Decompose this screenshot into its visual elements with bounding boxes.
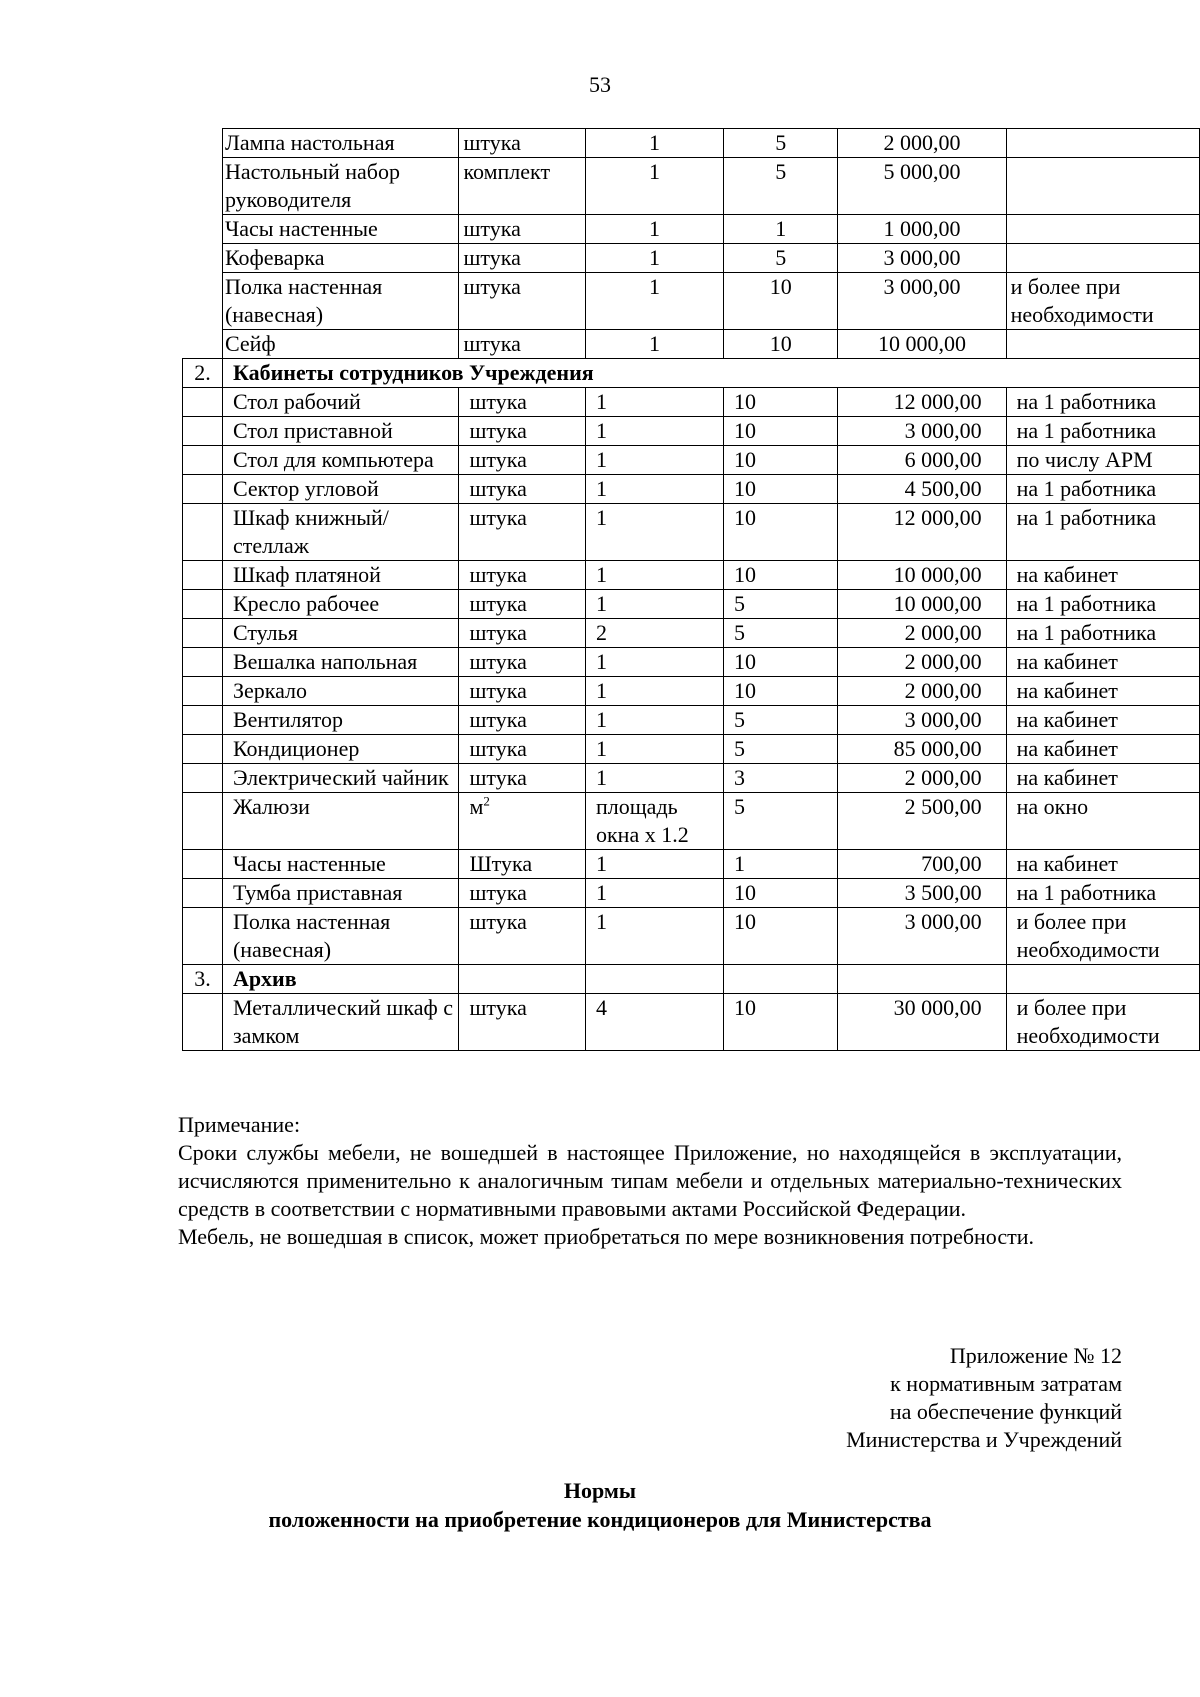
item-name-cell: Полка настенная (навесная) <box>222 908 459 965</box>
unit-cell: штука <box>459 475 586 504</box>
row-number-cell <box>183 850 223 879</box>
item-name-cell: Зеркало <box>222 677 459 706</box>
table-row <box>183 330 1200 359</box>
empty-cell <box>724 965 838 994</box>
note-cell: на 1 работника <box>1006 879 1199 908</box>
service-life-cell: 10 <box>724 417 838 446</box>
table-row <box>183 619 1200 648</box>
quantity-cell: 1 <box>585 504 723 561</box>
furniture-norms-table <box>182 128 1200 1051</box>
unit-cell: штука <box>459 735 586 764</box>
item-name-cell: Часы настенные <box>222 850 459 879</box>
service-life-cell: 5 <box>724 793 838 850</box>
service-life-cell: 1 <box>724 850 838 879</box>
note-cell: на кабинет <box>1006 850 1199 879</box>
quantity-cell: 1 <box>585 244 723 273</box>
service-life-cell: 5 <box>724 619 838 648</box>
price-cell: 2 000,00 <box>838 648 1006 677</box>
service-life-cell: 10 <box>724 648 838 677</box>
service-life-cell: 5 <box>724 244 838 273</box>
table-row <box>183 417 1200 446</box>
price-cell: 1 000,00 <box>838 215 1006 244</box>
table-row <box>183 879 1200 908</box>
note-heading: Примечание: <box>178 1112 301 1137</box>
price-cell: 5 000,00 <box>838 158 1006 215</box>
row-number-cell <box>183 273 223 330</box>
unit-cell: комплект <box>459 158 586 215</box>
note-cell: на 1 работника <box>1006 504 1199 561</box>
table-row <box>183 215 1200 244</box>
row-number-cell <box>183 994 223 1051</box>
note-cell: на 1 работника <box>1006 590 1199 619</box>
unit-cell: штука <box>459 244 586 273</box>
service-life-cell: 10 <box>724 388 838 417</box>
row-number-cell <box>183 908 223 965</box>
section-number: 2. <box>183 359 223 388</box>
item-name-cell: Полка настенная (навесная) <box>222 273 459 330</box>
service-life-cell: 10 <box>724 504 838 561</box>
item-name-cell: Кондиционер <box>222 735 459 764</box>
quantity-cell: 4 <box>585 994 723 1051</box>
unit-cell: штука <box>459 561 586 590</box>
item-name-cell: Стол рабочий <box>222 388 459 417</box>
item-name-cell: Металлический шкаф с замком <box>222 994 459 1051</box>
price-cell: 12 000,00 <box>838 504 1006 561</box>
table-row <box>183 764 1200 793</box>
note-cell: по числу АРМ <box>1006 446 1199 475</box>
note-cell: и более при необходимости <box>1006 994 1199 1051</box>
price-cell: 10 000,00 <box>838 561 1006 590</box>
note-cell: на кабинет <box>1006 764 1199 793</box>
service-life-cell: 5 <box>724 129 838 158</box>
empty-cell <box>838 965 1006 994</box>
item-name-cell: Сейф <box>222 330 459 359</box>
row-number-cell <box>183 706 223 735</box>
unit-cell: штука <box>459 908 586 965</box>
table-row <box>183 850 1200 879</box>
service-life-cell: 10 <box>724 879 838 908</box>
unit-cell <box>459 793 586 850</box>
quantity-cell: 1 <box>585 561 723 590</box>
quantity-cell: 1 <box>585 908 723 965</box>
norms-title: Нормы <box>563 1478 637 1503</box>
quantity-cell: 1 <box>585 850 723 879</box>
table-row <box>183 648 1200 677</box>
row-number-cell <box>183 446 223 475</box>
service-life-cell: 10 <box>724 446 838 475</box>
quantity-cell: 2 <box>585 619 723 648</box>
item-name-cell: Электрический чайник <box>222 764 459 793</box>
price-cell: 10 000,00 <box>838 590 1006 619</box>
service-life-cell: 5 <box>724 590 838 619</box>
quantity-cell: 1 <box>585 735 723 764</box>
price-cell: 6 000,00 <box>838 446 1006 475</box>
table-row <box>183 388 1200 417</box>
table-row <box>183 590 1200 619</box>
unit-cell: штука <box>459 446 586 475</box>
quantity-cell: 1 <box>585 215 723 244</box>
service-life-cell: 3 <box>724 764 838 793</box>
row-number-cell <box>183 677 223 706</box>
price-cell: 85 000,00 <box>838 735 1006 764</box>
price-cell: 12 000,00 <box>838 388 1006 417</box>
appendix-line: к нормативным затратам <box>890 1371 1122 1396</box>
note-cell <box>1006 215 1199 244</box>
unit-cell: штука <box>459 129 586 158</box>
section-header-row <box>183 965 1200 994</box>
row-number-cell <box>183 764 223 793</box>
unit-text: м <box>469 794 484 819</box>
item-name-cell: Лампа настольная <box>222 129 459 158</box>
table-row <box>183 677 1200 706</box>
unit-cell: штука <box>459 994 586 1051</box>
table-row <box>183 561 1200 590</box>
note-cell: и более при необходимости <box>1006 908 1199 965</box>
empty-cell <box>459 965 586 994</box>
appendix-line: Приложение № 12 <box>949 1343 1122 1368</box>
row-number-cell <box>183 417 223 446</box>
unit-cell: штука <box>459 504 586 561</box>
price-cell: 10 000,00 <box>838 330 1006 359</box>
service-life-cell: 10 <box>724 677 838 706</box>
row-number-cell <box>183 330 223 359</box>
price-cell: 2 500,00 <box>838 793 1006 850</box>
note-cell: на кабинет <box>1006 648 1199 677</box>
quantity-cell: 1 <box>585 677 723 706</box>
appendix-header <box>846 1342 1122 1454</box>
price-cell: 2 000,00 <box>838 677 1006 706</box>
note-cell <box>1006 129 1199 158</box>
appendix-line: на обеспечение функций <box>889 1399 1122 1424</box>
section-header-row <box>183 359 1200 388</box>
item-name-cell: Шкаф платяной <box>222 561 459 590</box>
service-life-cell: 10 <box>724 273 838 330</box>
price-cell: 3 000,00 <box>838 908 1006 965</box>
unit-cell: штука <box>459 879 586 908</box>
unit-cell: штука <box>459 619 586 648</box>
row-number-cell <box>183 475 223 504</box>
price-cell: 2 000,00 <box>838 764 1006 793</box>
service-life-cell: 10 <box>724 994 838 1051</box>
quantity-cell: 1 <box>585 388 723 417</box>
table-row <box>183 735 1200 764</box>
item-name-cell: Кофеварка <box>222 244 459 273</box>
service-life-cell: 10 <box>724 908 838 965</box>
table-row <box>183 908 1200 965</box>
section-title: Кабинеты сотрудников Учреждения <box>222 359 1199 388</box>
unit-cell: штука <box>459 677 586 706</box>
item-name-cell: Кресло рабочее <box>222 590 459 619</box>
service-life-cell: 5 <box>724 706 838 735</box>
note-cell: на кабинет <box>1006 706 1199 735</box>
note-cell: и более при необходимости <box>1006 273 1199 330</box>
item-name-cell: Стол приставной <box>222 417 459 446</box>
service-life-cell: 10 <box>724 561 838 590</box>
appendix-line: Министерства и Учреждений <box>846 1427 1122 1452</box>
note-cell: на окно <box>1006 793 1199 850</box>
row-number-cell <box>183 561 223 590</box>
row-number-cell <box>183 735 223 764</box>
quantity-cell: 1 <box>585 158 723 215</box>
service-life-cell: 5 <box>724 735 838 764</box>
note-cell: на 1 работника <box>1006 475 1199 504</box>
table-row <box>183 793 1200 850</box>
unit-cell: штука <box>459 215 586 244</box>
note-cell <box>1006 158 1199 215</box>
quantity-cell: 1 <box>585 590 723 619</box>
unit-superscript: 2 <box>483 793 490 809</box>
service-life-cell: 10 <box>724 330 838 359</box>
note-paragraph: Мебель, не вошедшая в список, может приобретаться по мере возникновения потребности. <box>178 1224 1035 1249</box>
service-life-cell: 1 <box>724 215 838 244</box>
row-number-cell <box>183 215 223 244</box>
row-number-cell <box>183 879 223 908</box>
service-life-cell: 10 <box>724 475 838 504</box>
unit-cell: штука <box>459 648 586 677</box>
item-name-cell: Вентилятор <box>222 706 459 735</box>
table-row <box>183 994 1200 1051</box>
row-number-cell <box>183 129 223 158</box>
unit-cell: Штука <box>459 850 586 879</box>
quantity-cell: 1 <box>585 475 723 504</box>
price-cell: 2 000,00 <box>838 129 1006 158</box>
row-number-cell <box>183 619 223 648</box>
note-cell <box>1006 330 1199 359</box>
price-cell: 700,00 <box>838 850 1006 879</box>
price-cell: 3 000,00 <box>838 273 1006 330</box>
note-cell: на кабинет <box>1006 735 1199 764</box>
quantity-cell: 1 <box>585 273 723 330</box>
item-name-cell: Часы настенные <box>222 215 459 244</box>
item-name-cell: Тумба приставная <box>222 879 459 908</box>
note-cell: на кабинет <box>1006 561 1199 590</box>
item-name-cell: Вешалка напольная <box>222 648 459 677</box>
item-name-cell: Жалюзи <box>222 793 459 850</box>
table-row <box>183 158 1200 215</box>
item-name-cell: Сектор угловой <box>222 475 459 504</box>
price-cell: 3 000,00 <box>838 417 1006 446</box>
quantity-cell: 1 <box>585 330 723 359</box>
norms-subtitle: положенности на приобретение кондиционеров для Министерства <box>268 1507 932 1532</box>
unit-cell: штука <box>459 388 586 417</box>
price-cell: 2 000,00 <box>838 619 1006 648</box>
unit-cell: штука <box>459 330 586 359</box>
price-cell: 3 500,00 <box>838 879 1006 908</box>
table-row <box>183 129 1200 158</box>
quantity-cell: 1 <box>585 706 723 735</box>
row-number-cell <box>183 590 223 619</box>
price-cell: 3 000,00 <box>838 244 1006 273</box>
unit-cell: штука <box>459 417 586 446</box>
item-name-cell: Стол для компьютера <box>222 446 459 475</box>
quantity-cell: 1 <box>585 446 723 475</box>
table-row <box>183 706 1200 735</box>
unit-cell: штука <box>459 273 586 330</box>
note-cell <box>1006 244 1199 273</box>
price-cell: 4 500,00 <box>838 475 1006 504</box>
note-cell: на 1 работника <box>1006 619 1199 648</box>
section-title: Архив <box>222 965 459 994</box>
price-cell: 3 000,00 <box>838 706 1006 735</box>
table-row <box>183 273 1200 330</box>
price-cell: 30 000,00 <box>838 994 1006 1051</box>
unit-cell: штука <box>459 764 586 793</box>
item-name-cell: Настольный набор руководителя <box>222 158 459 215</box>
quantity-cell: площадь окна х 1.2 <box>585 793 723 850</box>
unit-cell: штука <box>459 706 586 735</box>
note-cell: на 1 работника <box>1006 388 1199 417</box>
quantity-cell: 1 <box>585 764 723 793</box>
note-cell: на кабинет <box>1006 677 1199 706</box>
quantity-cell: 1 <box>585 648 723 677</box>
quantity-cell: 1 <box>585 129 723 158</box>
table-row <box>183 446 1200 475</box>
item-name-cell: Стулья <box>222 619 459 648</box>
quantity-cell: 1 <box>585 879 723 908</box>
section-number: 3. <box>183 965 223 994</box>
row-number-cell <box>183 388 223 417</box>
row-number-cell <box>183 793 223 850</box>
note-cell: на 1 работника <box>1006 417 1199 446</box>
table-row <box>183 475 1200 504</box>
quantity-cell: 1 <box>585 417 723 446</box>
service-life-cell: 5 <box>724 158 838 215</box>
item-name-cell: Шкаф книжный/стеллаж <box>222 504 459 561</box>
note-block <box>178 1111 1122 1251</box>
row-number-cell <box>183 504 223 561</box>
unit-cell: штука <box>459 590 586 619</box>
empty-cell <box>1006 965 1199 994</box>
note-paragraph: Сроки службы мебели, не вошедшей в настоящее Приложение, но находящейся в эксплуатации, исчисляются применительно к аналогичным типам мебели и отдельных материально-технических средств в соответствии с нормативными правовыми актами Российской Федерации. <box>178 1140 1122 1221</box>
table-row <box>183 504 1200 561</box>
empty-cell <box>585 965 723 994</box>
row-number-cell <box>183 244 223 273</box>
table-row <box>183 244 1200 273</box>
row-number-cell <box>183 648 223 677</box>
page-number: 53 <box>589 72 611 97</box>
row-number-cell <box>183 158 223 215</box>
